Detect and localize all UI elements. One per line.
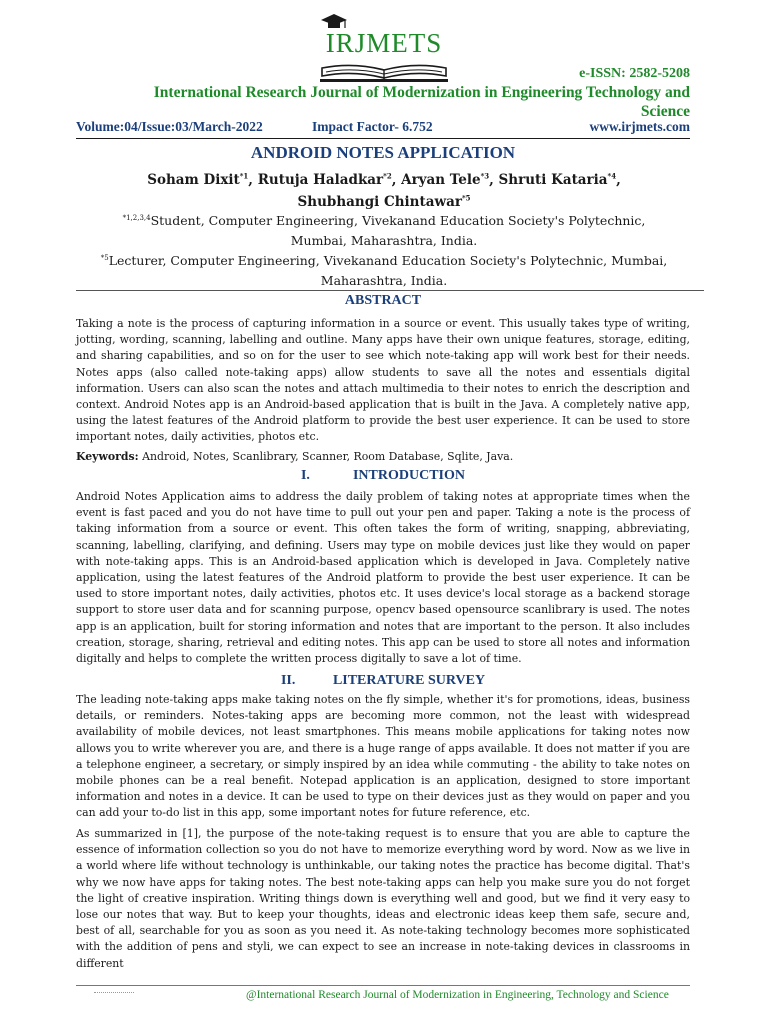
section-divider	[76, 290, 704, 291]
open-book-icon	[318, 62, 450, 84]
author-name: Shubhangi Chintawar	[297, 194, 462, 210]
author-sup: *5	[461, 193, 471, 203]
author-separator: ,	[616, 172, 621, 188]
journal-website-link[interactable]: www.irjmets.com	[589, 119, 690, 134]
author-name: Rutuja Haladkar	[257, 172, 384, 188]
footer-copyright: @International Research Journal of Modernization in Engineering, Technology and Science	[246, 989, 669, 1001]
literature-survey-heading	[76, 673, 690, 689]
author-sup: *4	[607, 171, 617, 181]
introduction-paragraph: Android Notes Application aims to address the daily problem of taking notes at appropriate times when the event is fast paced and you do not have time to pull out your pen and paper. Taking a note is the process of taking information from a source or event. This often takes the form of writing, snapping, abbreviating, scanning, labelling, clarifying, and defining. Users may type on mobile devices just like they would on paper with note-taking apps. This is an Android-based application which is developed in Java. Completely native application, using the latest features of the Android platform to provide the best user experience. It can be used to store important notes, daily activities, photos etc. It uses device's local storage as a backend storage support to store user data and for scanning purpose, opencv based opensource scanlibrary is used. The notes app is an application, built for storing information and notes that are important to the person. It also includes creation, storage, sharing, retrieval and editing notes. This app can be used to store all notes and information digitally and helps to complete the written process digitally to save a lot of time.	[76, 490, 690, 666]
author-separator: ,	[391, 172, 402, 188]
keywords-label: Keywords:	[76, 450, 139, 463]
author-list	[96, 169, 672, 213]
literature-paragraph: The leading note-taking apps make taking notes on the fly simple, whether it's for promotions, ideas, business details, or reminders. Notes-taking apps are becoming more common, not the least with widespread availability of mobile devices, not least smartphones. This means mobile applications for taking notes now allows you to write wherever you are, and there is a huge range of apps available. It does not matter if you are a telephone engineer, a secretary, or simply inspired by an idea while commuting - the ability to take notes on mobile phones can be a real benefit. Notepad application is an application, designed to store important information and notes in a device. It can be used to type on their devices just as they would on paper and you can add your to-do list in this app, some important notes for future reference, etc.	[76, 693, 690, 820]
author-name: Aryan Tele	[401, 172, 481, 188]
footer-mark	[94, 992, 134, 994]
affiliation-sup: *5	[100, 253, 109, 262]
journal-logo	[318, 12, 450, 82]
abstract-body: Taking a note is the process of capturing information in a source or event. This usually takes type of writing, jotting, wording, scanning, labelling and outline. Many apps have their own unique features, storage, editing, and sharing capabilities, and so on for the user to see which note-taking app will work best for their needs. Notes apps (also called note-taking apps) allow students to save all the notes and essentials digital information. Users can also scan the notes and attach multimedia to their notes to enrich the description and context. Android Notes app is an Android-based application that is built in the Java. A completely native app, using the latest features of the Android platform to provide the best user experience. It can be used to store important notes, daily activities, photos etc.	[76, 317, 690, 444]
author-sup: *2	[383, 171, 392, 181]
affiliation-lecturer	[96, 251, 672, 291]
section-number: I.	[300, 468, 310, 483]
introduction-heading	[76, 468, 690, 484]
paper-title: ANDROID NOTES APPLICATION	[250, 143, 516, 162]
abstract-heading: ABSTRACT	[344, 293, 422, 308]
journal-name: International Research Journal of Modernization in Engineering Technology and Science	[153, 84, 690, 120]
author-separator: ,	[248, 172, 258, 188]
affiliation-text: Student, Computer Engineering, Vivekanand Education Society's Polytechnic, Mumbai, Maharashtra, India.	[150, 213, 646, 248]
logo-text: IRJMETS	[325, 28, 443, 58]
author-sup: *3	[480, 171, 490, 181]
author-name: Soham Dixit	[147, 172, 240, 188]
header-divider	[76, 138, 690, 139]
issn-number: e-ISSN: 2582-5208	[579, 66, 690, 81]
affiliation-sup: *1,2,3,4	[122, 213, 151, 222]
issue-info-row	[76, 119, 690, 137]
keywords-list: Android, Notes, Scanlibrary, Scanner, Room Database, Sqlite, Java.	[138, 450, 514, 463]
author-sup: *1	[239, 171, 249, 181]
impact-factor: Impact Factor- 6.752	[312, 119, 433, 134]
keywords-line	[76, 449, 690, 465]
volume-issue: Volume:04/Issue:03/March-2022	[76, 119, 263, 134]
literature-paragraph: As summarized in [1], the purpose of the note-taking request is to ensure that you are able to capture the essence of information collection so you do not have to memorize everything word by word. Now as we live in a world where life without technology is unthinkable, our taking notes the practice has become digital. That's why we now have apps for taking notes. The best note-taking apps can help you make sure you do not forget the light of creative inspiration. Writing things down is everything well and good, but we find it very easy to lose our notes that way. But to keep your thoughts, ideas and electronic ideas keep them safe, secure and, best of all, searchable for you as soon as you need it. As note-taking technology becomes more sophisticated with the addition of pens and styli, we can expect to see an increase in note-taking devices in classrooms in different	[76, 827, 690, 970]
affiliation-students	[96, 211, 672, 251]
author-name: Shruti Kataria	[498, 172, 608, 188]
footer-divider	[76, 985, 690, 986]
section-number: II.	[280, 673, 296, 688]
author-separator: ,	[489, 172, 499, 188]
affiliation-text: Lecturer, Computer Engineering, Vivekanand Education Society's Polytechnic, Mumbai, Maharashtra, India.	[108, 253, 668, 288]
section-title: INTRODUCTION	[352, 468, 465, 483]
section-title: LITERATURE SURVEY	[332, 673, 486, 688]
